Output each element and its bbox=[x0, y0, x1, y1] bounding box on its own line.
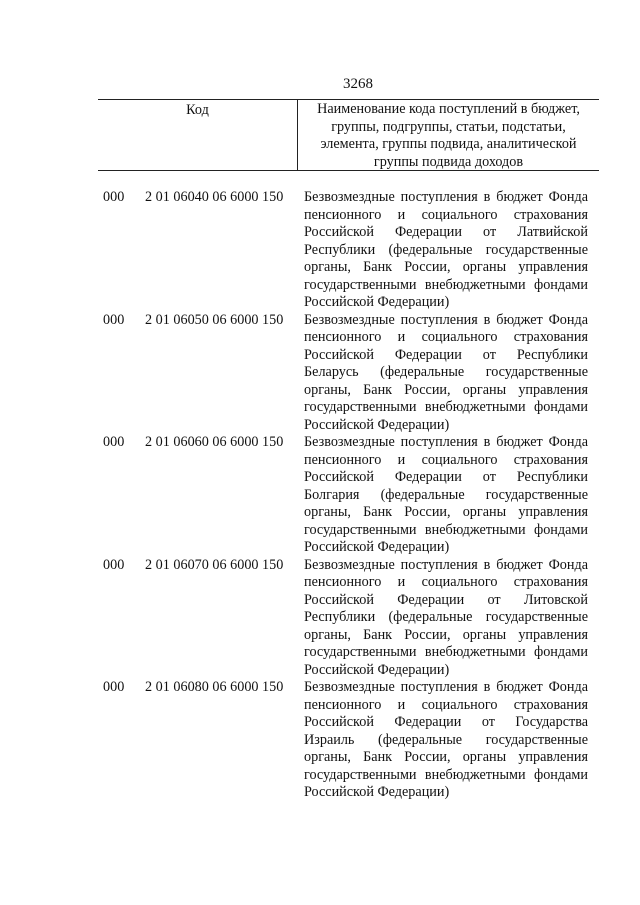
income-name-line: Республики (федеральные государственные bbox=[304, 609, 588, 625]
income-name-line: Российской Федерации) bbox=[304, 539, 450, 555]
income-name-line: Безвозмездные поступления в бюджет Фонда bbox=[304, 679, 588, 695]
income-name-line: пенсионного и социального страхования bbox=[304, 451, 588, 468]
income-name-line: государственными внебюджетными фондами bbox=[304, 644, 588, 660]
income-name-line: пенсионного и социального страхования bbox=[304, 329, 588, 345]
header-name-line: группы подвида доходов bbox=[373, 153, 524, 170]
income-code: 2 01 06050 06 6000 150 bbox=[145, 311, 284, 328]
income-name bbox=[304, 679, 588, 802]
table-row bbox=[0, 312, 640, 435]
income-name bbox=[304, 434, 588, 557]
income-name-line: Российской Федерации от Латвийской bbox=[304, 224, 588, 240]
admin-code: 000 bbox=[103, 679, 125, 695]
income-name-line: государственными внебюджетными фондами bbox=[304, 766, 588, 783]
table-row bbox=[0, 434, 640, 557]
income-name-line: Безвозмездные поступления в бюджет Фонда bbox=[304, 311, 588, 328]
income-name-line: Российской Федерации от Республики bbox=[304, 469, 588, 485]
income-name-line: Безвозмездные поступления в бюджет Фонда bbox=[304, 434, 588, 450]
income-name-line: Израиль (федеральные государственные bbox=[304, 731, 588, 748]
income-codes-list bbox=[0, 189, 640, 802]
income-name-line: пенсионного и социального страхования bbox=[304, 696, 588, 713]
header-name-line: элемента, группы подвида, аналитической bbox=[320, 136, 577, 153]
income-name-line: государственными внебюджетными фондами bbox=[304, 521, 588, 538]
table-row bbox=[0, 189, 640, 312]
income-name-line: органы, Банк России, органы управления bbox=[304, 749, 588, 765]
income-name bbox=[304, 557, 588, 680]
income-name bbox=[304, 312, 588, 435]
income-name-line: Безвозмездные поступления в бюджет Фонда bbox=[304, 556, 588, 573]
income-code: 2 01 06080 06 6000 150 bbox=[145, 679, 284, 695]
income-name-line: пенсионного и социального страхования bbox=[304, 206, 588, 223]
income-name-line: органы, Банк России, органы управления bbox=[304, 381, 588, 398]
income-code: 2 01 06070 06 6000 150 bbox=[145, 556, 284, 573]
income-name-line: органы, Банк России, органы управления bbox=[304, 626, 588, 643]
income-name-line: Российской Федерации) bbox=[304, 416, 450, 433]
income-name-line: Российской Федерации от Литовской bbox=[304, 591, 588, 608]
income-name-line: Болгария (федеральные государственные bbox=[304, 486, 588, 503]
header-code: Код bbox=[98, 100, 298, 170]
table-row bbox=[0, 679, 640, 802]
admin-code: 000 bbox=[103, 311, 125, 328]
income-name-line: Российской Федерации от Республики bbox=[304, 346, 588, 363]
income-name-line: Российской Федерации) bbox=[304, 294, 450, 310]
income-name-line: пенсионного и социального страхования bbox=[304, 574, 588, 590]
admin-code: 000 bbox=[103, 434, 125, 450]
header-name-line: Наименование кода поступлений в бюджет, bbox=[317, 101, 580, 117]
income-name-line: Российской Федерации от Государства bbox=[304, 714, 588, 730]
income-name bbox=[304, 189, 588, 312]
income-code: 2 01 06040 06 6000 150 bbox=[145, 189, 284, 205]
table-row bbox=[0, 557, 640, 680]
income-code: 2 01 06060 06 6000 150 bbox=[145, 434, 284, 450]
income-name-line: органы, Банк России, органы управления bbox=[304, 259, 588, 275]
income-name-line: Беларусь (федеральные государственные bbox=[304, 364, 588, 380]
income-name-line: государственными внебюджетными фондами bbox=[304, 276, 588, 293]
page-number: 3268 bbox=[343, 76, 373, 92]
table-header bbox=[98, 99, 599, 171]
income-name-line: Российской Федерации) bbox=[304, 661, 450, 678]
admin-code: 000 bbox=[103, 189, 125, 205]
admin-code: 000 bbox=[103, 556, 125, 573]
header-name-line: группы, подгруппы, статьи, подстатьи, bbox=[331, 118, 566, 135]
income-name-line: Безвозмездные поступления в бюджет Фонда bbox=[304, 189, 588, 205]
income-name-line: органы, Банк России, органы управления bbox=[304, 504, 588, 520]
header-name bbox=[298, 100, 599, 170]
income-name-line: Республики (федеральные государственные bbox=[304, 241, 588, 258]
income-name-line: Российской Федерации) bbox=[304, 784, 450, 800]
income-name-line: государственными внебюджетными фондами bbox=[304, 399, 588, 415]
